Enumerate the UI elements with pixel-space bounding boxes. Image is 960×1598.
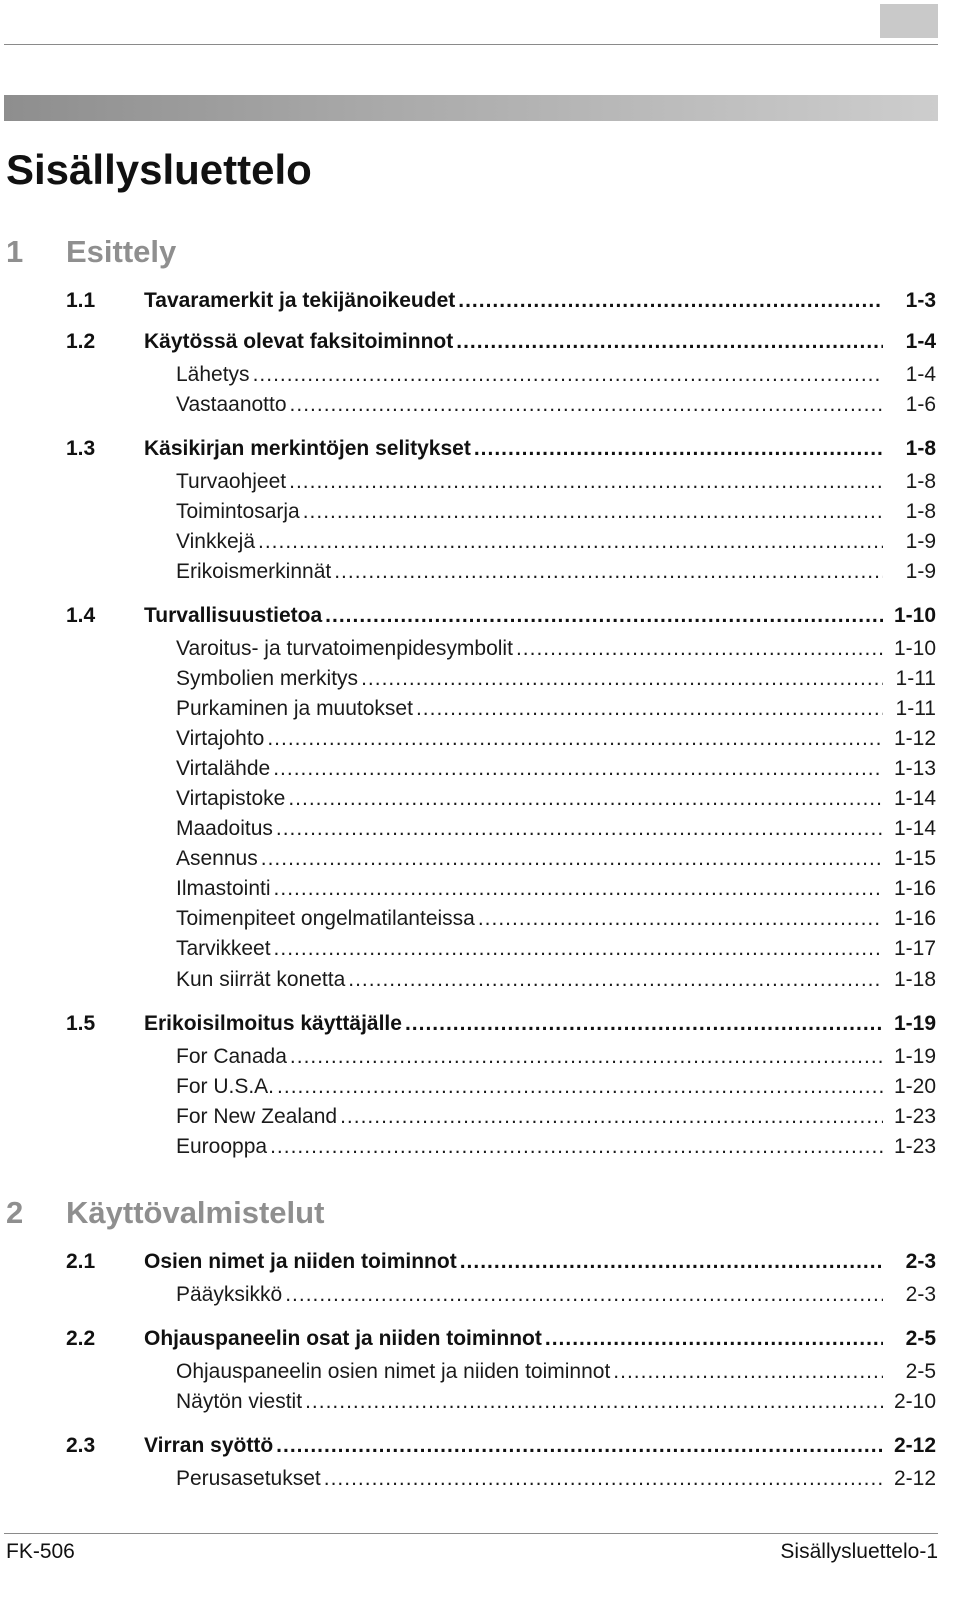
- page-number: 1-11: [895, 697, 936, 720]
- dot-leader: [288, 784, 883, 814]
- subsection-title: Turvaohjeet: [176, 470, 287, 493]
- dot-leader: [261, 844, 883, 874]
- page-number: 1-8: [905, 437, 936, 460]
- page-number: 1-4: [905, 363, 936, 386]
- toc-subsection[interactable]: [0, 965, 936, 995]
- page-number: 1-8: [905, 470, 936, 493]
- subsection-title: Tarvikkeet: [176, 937, 271, 960]
- section-title: Turvallisuustietoa: [144, 604, 323, 627]
- dot-leader: [416, 694, 883, 724]
- section-number: 1.3: [66, 437, 96, 460]
- toc-section-1-2[interactable]: [0, 327, 936, 357]
- page-number: 1-12: [893, 727, 936, 750]
- subsection-title: Pääyksikkö: [176, 1283, 283, 1306]
- dot-leader: [305, 1387, 883, 1417]
- dot-leader: [270, 1132, 883, 1162]
- toc-section-1-1[interactable]: [0, 286, 936, 316]
- page-number: 1-15: [893, 847, 936, 870]
- dot-leader: [474, 434, 883, 464]
- subsection-title: Vinkkejä: [176, 530, 255, 553]
- subsection-title: Toimenpiteet ongelmatilanteissa: [176, 907, 475, 930]
- dot-leader: [516, 634, 883, 664]
- chapter-title: Käyttövalmistelut: [66, 1195, 325, 1230]
- page-number: 1-9: [905, 530, 936, 553]
- toc-subsection[interactable]: [0, 527, 936, 557]
- subsection-title: Asennus: [176, 847, 258, 870]
- section-title: Käytössä olevat faksitoiminnot: [144, 330, 454, 353]
- page-number: 1-18: [893, 968, 936, 991]
- section-title: Erikoisilmoitus käyttäjälle: [144, 1012, 402, 1035]
- page-number: 2-12: [893, 1434, 936, 1457]
- subsection-title: Varoitus- ja turvatoimenpidesymbolit: [176, 637, 513, 660]
- subsection-title: For U.S.A.: [176, 1075, 275, 1098]
- subsection-title: Vastaanotto: [176, 393, 287, 416]
- subsection-title: For New Zealand: [176, 1105, 338, 1128]
- toc-section-2-3[interactable]: [0, 1431, 936, 1461]
- dot-leader: [277, 1072, 883, 1102]
- section-number: 1.5: [66, 1012, 96, 1035]
- subsection-title: Ilmastointi: [176, 877, 271, 900]
- toc-subsection[interactable]: [0, 497, 936, 527]
- dot-leader: [276, 814, 883, 844]
- subsection-title: Virtalähde: [176, 757, 271, 780]
- page-number: 2-3: [905, 1283, 936, 1306]
- section-number: 1.1: [66, 289, 96, 312]
- page-number: 2-5: [905, 1327, 936, 1350]
- toc-subsection[interactable]: [0, 467, 936, 497]
- section-number: 2.1: [66, 1250, 96, 1273]
- dot-leader: [285, 1280, 883, 1310]
- toc-subsection[interactable]: [0, 1132, 936, 1162]
- subsection-title: Erikoismerkinnät: [176, 560, 332, 583]
- page-number: 1-14: [893, 817, 936, 840]
- dot-leader: [273, 754, 883, 784]
- toc-section-1-4[interactable]: [0, 601, 936, 631]
- section-title: Ohjauspaneelin osat ja niiden toiminnot: [144, 1327, 542, 1350]
- section-title: Käsikirjan merkintöjen selitykset: [144, 437, 471, 460]
- dot-leader: [258, 527, 883, 557]
- toc-subsection[interactable]: [0, 934, 936, 964]
- dot-leader: [290, 1042, 883, 1072]
- dot-leader: [348, 965, 883, 995]
- subsection-title: For Canada: [176, 1045, 287, 1068]
- page-number: 1-14: [893, 787, 936, 810]
- dot-leader: [460, 1247, 883, 1277]
- toc-subsection[interactable]: [0, 664, 936, 694]
- page-number: 1-19: [893, 1045, 936, 1068]
- page-number: 1-19: [893, 1012, 936, 1035]
- dot-leader: [458, 286, 883, 316]
- subsection-title: Purkaminen ja muutokset: [176, 697, 413, 720]
- toc-subsection[interactable]: [0, 874, 936, 904]
- toc-subsection[interactable]: [0, 1357, 936, 1387]
- toc-subsection[interactable]: [0, 694, 936, 724]
- page-number: 1-16: [893, 877, 936, 900]
- dot-leader: [361, 664, 883, 694]
- toc-subsection[interactable]: [0, 1464, 936, 1494]
- page-number: 1-10: [893, 604, 936, 627]
- footer-page-label: Sisällysluettelo-1: [780, 1540, 938, 1563]
- toc-subsection[interactable]: [0, 724, 936, 754]
- chapter-title: Esittely: [66, 234, 177, 269]
- chapter-number: 1: [6, 234, 24, 269]
- dot-leader: [274, 874, 883, 904]
- toc-subsection[interactable]: [0, 904, 936, 934]
- subsection-title: Symbolien merkitys: [176, 667, 359, 690]
- page-number: 1-3: [905, 289, 936, 312]
- dot-leader: [290, 390, 883, 420]
- page-number: 1-16: [893, 907, 936, 930]
- page-number: 1-10: [893, 637, 936, 660]
- toc-subsection[interactable]: [0, 784, 936, 814]
- subsection-title: Virtajohto: [176, 727, 265, 750]
- subsection-title: Perusasetukset: [176, 1467, 321, 1490]
- section-number: 2.3: [66, 1434, 96, 1457]
- subsection-title: Ohjauspaneelin osien nimet ja niiden toiminnot: [176, 1360, 611, 1383]
- subsection-title: Virtapistoke: [176, 787, 286, 810]
- section-title: Osien nimet ja niiden toiminnot: [144, 1250, 457, 1273]
- toc-subsection[interactable]: [0, 844, 936, 874]
- dot-leader: [545, 1324, 883, 1354]
- dot-leader: [405, 1009, 883, 1039]
- toc-subsection[interactable]: [0, 1102, 936, 1132]
- dot-leader: [324, 1464, 883, 1494]
- toc-section-2-1[interactable]: [0, 1247, 936, 1277]
- dot-leader: [325, 601, 883, 631]
- toc-subsection[interactable]: [0, 390, 936, 420]
- page-number: 1-4: [905, 330, 936, 353]
- toc-subsection[interactable]: [0, 1280, 936, 1310]
- footer-model: FK-506: [6, 1540, 75, 1563]
- dot-leader: [334, 557, 883, 587]
- page-number: 1-11: [895, 667, 936, 690]
- page-number: 2-12: [893, 1467, 936, 1490]
- toc-subsection[interactable]: [0, 754, 936, 784]
- page-number: 1-17: [893, 937, 936, 960]
- section-number: 2.2: [66, 1327, 96, 1350]
- page-number: 1-23: [893, 1105, 936, 1128]
- page-number: 2-3: [905, 1250, 936, 1273]
- toc-section-2-2[interactable]: [0, 1324, 936, 1354]
- subsection-title: Eurooppa: [176, 1135, 268, 1158]
- toc-section-1-3[interactable]: [0, 434, 936, 464]
- dot-leader: [613, 1357, 883, 1387]
- page-number: 1-20: [893, 1075, 936, 1098]
- dot-leader: [478, 904, 883, 934]
- subsection-title: Maadoitus: [176, 817, 273, 840]
- page-number: 1-13: [893, 757, 936, 780]
- dot-leader: [267, 724, 883, 754]
- subsection-title: Kun siirrät konetta: [176, 968, 346, 991]
- chapter-number: 2: [6, 1195, 24, 1230]
- section-title: Virran syöttö: [144, 1434, 274, 1457]
- dot-leader: [289, 467, 883, 497]
- dot-leader: [276, 1431, 883, 1461]
- subsection-title: Toimintosarja: [176, 500, 300, 523]
- top-rule: [4, 44, 938, 45]
- page-title: Sisällysluettelo: [6, 146, 312, 193]
- dot-leader: [456, 327, 883, 357]
- page-number: 1-9: [905, 560, 936, 583]
- dot-leader: [340, 1102, 883, 1132]
- dot-leader: [303, 497, 883, 527]
- subsection-title: Näytön viestit: [176, 1390, 303, 1413]
- toc-subsection[interactable]: [0, 814, 936, 844]
- page-number: 1-6: [905, 393, 936, 416]
- page-number: 2-5: [905, 1360, 936, 1383]
- toc-section-1-5[interactable]: [0, 1009, 936, 1039]
- toc-subsection[interactable]: [0, 360, 936, 390]
- page-number: 2-10: [893, 1390, 936, 1413]
- page-number: 1-8: [905, 500, 936, 523]
- section-number: 1.2: [66, 330, 96, 353]
- toc-subsection[interactable]: [0, 1042, 936, 1072]
- section-number: 1.4: [66, 604, 96, 627]
- page-number: 1-23: [893, 1135, 936, 1158]
- dot-leader: [253, 360, 883, 390]
- toc-subsection[interactable]: [0, 1072, 936, 1102]
- bottom-rule: [4, 1533, 938, 1534]
- section-title: Tavaramerkit ja tekijänoikeudet: [144, 289, 456, 312]
- corner-tab: [880, 4, 938, 38]
- toc-subsection[interactable]: [0, 1387, 936, 1417]
- dot-leader: [274, 934, 883, 964]
- toc-subsection[interactable]: [0, 634, 936, 664]
- header-bar: [4, 95, 938, 121]
- subsection-title: Lähetys: [176, 363, 250, 386]
- toc-subsection[interactable]: [0, 557, 936, 587]
